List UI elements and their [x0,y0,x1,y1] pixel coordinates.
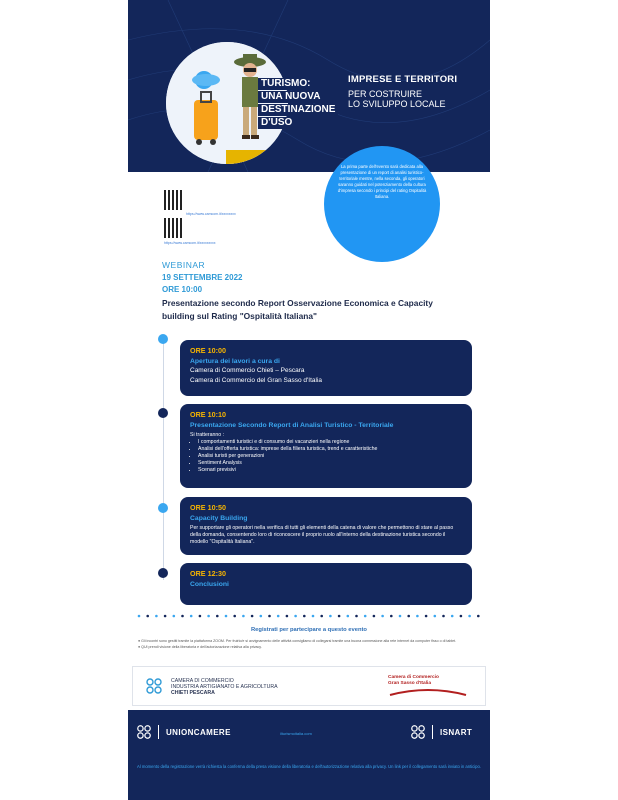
hero-right-sub2: LO SVILUPPO LOCALE [348,99,446,109]
separator-dot [364,615,367,618]
footer-divider [158,725,159,739]
separator-dot [381,615,384,618]
separator-dot [181,615,184,618]
timeline-dot [158,568,168,578]
separator-dot [442,615,445,618]
badge-line-1: TURISMO: [258,78,338,90]
event-time: ORE 10:00 [162,285,203,294]
separator-dot [320,615,323,618]
event-type: WEBINAR [162,260,206,270]
poster [128,0,490,800]
gran-sasso-swoosh-icon [388,687,468,697]
chieti-pescara-chamber [171,678,278,696]
agenda-subtitle: Conclusioni [190,581,229,588]
hero-right-sub1: PER COSTRUIRE [348,89,423,99]
hero-badge-title [258,78,338,130]
ccia-line: CAMERA DI COMMERCIO [171,678,234,684]
separator-dot [399,615,402,618]
intro-circle [324,146,440,262]
agenda-time: ORE 10:00 [190,346,226,355]
footer-url[interactable]: ilturismoitalia.com [280,731,312,736]
agenda-card-2 [180,404,472,488]
intro-text: La prima parte dell'evento sarà dedicata alla presentazione di un report di analisi turistico-territoriale mentre, nella seconda, gli operatori saranno guidati nel potenziamento della cultura d'impresa secondo i principi del rating Ospitalità Italiana. [337,164,427,199]
separator-dot [146,615,149,618]
separator-dot [425,615,428,618]
separator-dot [277,615,280,618]
hero-right-sub [348,89,457,109]
hero-right-title: IMPRESE E TERRITORI [348,74,458,85]
separator-dot [251,615,254,618]
agenda-bullet: • Analisi turisti per generazioni [198,453,462,460]
hero-subtitle [348,74,457,109]
badge-line-3: DESTINAZIONE [258,104,338,116]
fine-print-2[interactable]: ● QUI prendi visione della liberatoria e dell'autorizzazione relativa alla privacy. [138,644,262,649]
separator-dot [460,615,463,618]
separator-dot [138,615,141,618]
agenda-time: ORE 12:30 [190,569,226,578]
qr-code-1[interactable] [164,190,184,210]
footer-divider [432,725,433,739]
qr-link-1[interactable]: https://www.camcom.it/xxxxxxxx [186,212,236,216]
separator-dot [468,615,471,618]
separator-dot [338,615,341,618]
agenda-line: Camera di Commercio del Gran Sasso d'Italia [190,377,323,384]
badge-line-2: UNA NUOVA [258,91,338,103]
agenda-card-3 [180,497,472,555]
separator-dot [416,615,419,618]
footer-note: Al momento della registrazione verrà richiesta la conferma della presa visione della liberatoria e dell'autorizzazione relativa alla privacy. Un link per il collegamento sarà inviato in anticipo. [136,764,482,769]
agenda-bullet: • Sentiment Analysis [198,460,462,467]
agenda-bullets [190,439,462,474]
separator-dot [451,615,454,618]
separator-dot [329,615,332,618]
separator-dot [233,615,236,618]
agenda-subtitle: Capacity Building [190,515,248,522]
separator-dot [164,615,167,618]
fine-print-1: ● Gli incontri sono gestiti tramite la piattaforma ZOOM. Per fruirlo/e si avvignamento delle attività consigliamo di collegarsi tramite una buona connessione alla rete internet da computer fisso o di tablet. [138,639,457,643]
agenda-line: Camera di Commercio Chieti – Pescara [190,367,305,374]
agenda-subtitle: Presentazione Secondo Report di Analisi Turistico - Territoriale [190,422,394,429]
separator-dot [225,615,228,618]
qr-link-2[interactable]: https://www.camcom.it/xxxxxxxxx [164,241,216,245]
ccgs-line: Camera di Commercio [388,675,439,680]
event-date: 19 SETTEMBRE 2022 [162,273,243,282]
footer [128,710,490,800]
sponsor-logos [132,666,486,706]
separator-dot [199,615,202,618]
timeline-dot [158,503,168,513]
separator-dot [355,615,358,618]
isnart-brand: ISNART [440,728,473,737]
separator-dot [190,615,193,618]
separator-dot [155,615,158,618]
registration-link[interactable]: Registrati per partecipare a questo evento [251,627,367,633]
agenda-card-1 [180,340,472,396]
separator-dot [390,615,393,618]
chamber-logo-icon [145,677,163,695]
unioncamere-logo-icon [136,724,152,740]
separator-dot [347,615,350,618]
separator-dot [312,615,315,618]
separator-dot [434,615,437,618]
agenda-time: ORE 10:10 [190,410,226,419]
ccia-line: CHIETI PESCARA [171,690,215,696]
agenda-card-4 [180,563,472,605]
separator-dot [216,615,219,618]
separator-dot [268,615,271,618]
separator-dot [373,615,376,618]
agenda-subtitle: Apertura dei lavori a cura di [190,358,280,365]
badge-line-4: D'USO [258,117,338,129]
timeline-dot [158,334,168,344]
gran-sasso-chamber [388,675,468,700]
separator-dot [407,615,410,618]
separator-dot [477,615,480,618]
separator-dot [207,615,210,618]
hero-banner [128,0,490,172]
event-title-bold: Ospitalità Italiana [243,311,314,321]
agenda-bullet: • I comportamenti turistici e di consumo dei vacanzieri nella regione [198,439,462,446]
separator-dot [303,615,306,618]
timeline-line [163,340,164,580]
separator-dot [173,615,176,618]
event-title-part2: " [313,311,318,321]
event-title-part1: Presentazione secondo Report Osservazione Economica e Capacity building sul Rating " [162,298,433,321]
agenda-intro: Si tratteranno : [190,432,225,438]
dotted-separator [136,614,482,618]
separator-dot [286,615,289,618]
agenda-body: Per supportare gli operatori nella verifica di tutti gli elementi della catena di valore che permettono di stare al passo della domanda, consentendo loro di riconoscere il proprio ruolo all'interno della destinazione turistica secondo il modello "Ospitalità Italiana". [190,525,454,545]
isnart-logo-icon [410,724,426,740]
agenda-bullet: • Analisi dell'offerta turistica: imprese della filiera turistica, trend e caratteristiche [198,446,462,453]
qr-code-2[interactable] [164,218,184,238]
fine-print [138,639,483,650]
agenda-time: ORE 10:50 [190,503,226,512]
timeline-dot [158,408,168,418]
agenda-bullet: • Scenari previsivi [198,467,462,474]
ccgs-line: Gran Sasso d'Italia [388,681,431,686]
separator-dot [242,615,245,618]
separator-dot [294,615,297,618]
unioncamere-brand: UNIONCAMERE [166,728,231,737]
ccia-line: INDUSTRIA ARTIGIANATO E AGRICOLTURA [171,684,278,690]
separator-dot [260,615,263,618]
event-title [162,297,462,323]
